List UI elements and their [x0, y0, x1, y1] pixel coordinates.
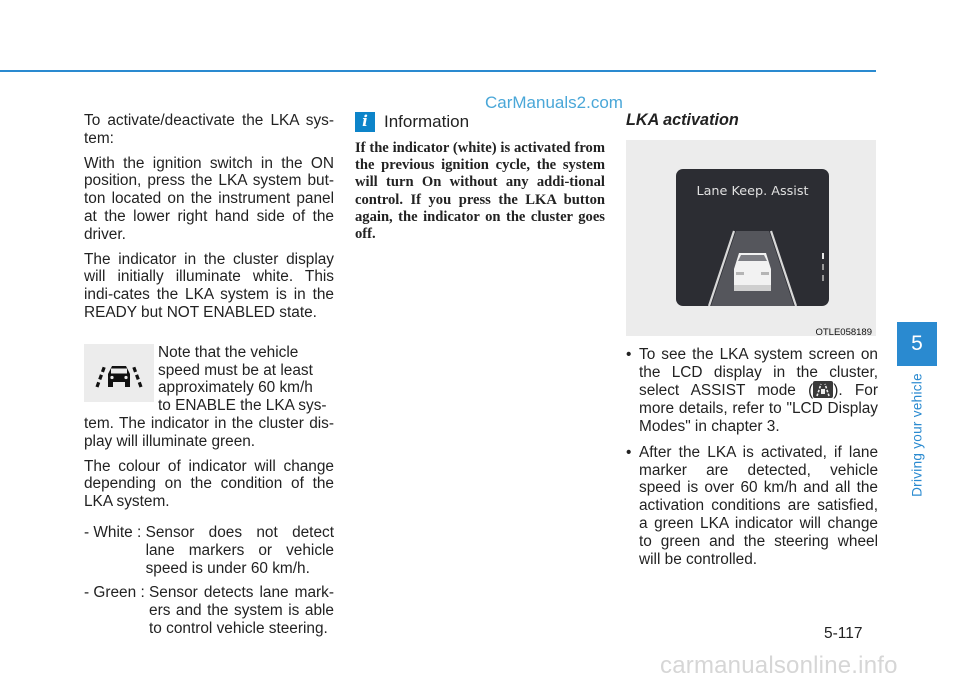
information-title: Information	[384, 112, 470, 132]
information-body: If the indicator (white) is activated from the previous ignition cycle, the system will turn On without any addi-tional control. If you press the LKA button again, the indicator on the cluster goes off.	[355, 140, 605, 243]
assist-instruction-end: ). For more details, refer to "LCD Display Modes" in chapter 3.	[639, 382, 878, 435]
speed-note-line: Note that the vehicle	[158, 343, 299, 361]
indicator-note	[84, 344, 334, 415]
left-column	[84, 112, 334, 645]
green-description: Sensor detects lane mark-ers and the system is able to control vehicle steering.	[149, 584, 334, 637]
list-item	[626, 346, 878, 436]
header-rule	[0, 70, 876, 72]
speed-note-line: to ENABLE the LKA sys-	[158, 397, 327, 415]
speed-note-line: approximately 60 km/h	[158, 379, 313, 397]
page-number: 5-117	[824, 625, 863, 642]
green-term: - Green :	[84, 584, 150, 602]
speed-note-continued: tem. The indicator in the cluster dis-play will illuminate green.	[84, 414, 334, 450]
information-header	[355, 112, 605, 132]
lcd-display	[676, 169, 829, 306]
activation-steps	[626, 346, 878, 569]
white-term: - White :	[84, 523, 146, 541]
chapter-title: Driving your vehicle	[909, 373, 925, 497]
lane-road-illustration	[676, 169, 829, 306]
watermark-bottom[interactable]: carmanualsonline.info	[660, 652, 898, 679]
green-definition	[84, 584, 334, 637]
list-item: • After the LKA is activated, if lane marker are detected, vehicle speed is over 60 km/h and all the activation conditions are satisfied, a green LKA indicator will change to green and the steering wheel will be controlled.	[626, 444, 878, 569]
right-column	[626, 112, 878, 576]
assist-instruction: To see the LKA system screen on the LCD display in the cluster, select ASSIST mode (	[639, 345, 878, 400]
indicator-colour-intro: The colour of indicator will change depending on the condition of the LKA system.	[84, 457, 334, 511]
ignition-instruction: With the ignition switch in the ON position, press the LKA system but-ton located on the instrument panel at the lower right hand side of the driver.	[84, 154, 334, 243]
lcd-label: Lane Keep. Assist	[696, 183, 809, 199]
speed-note-line: speed must be at least	[158, 361, 313, 379]
lcd-figure	[626, 140, 876, 336]
figure-code: OTLE058189	[815, 326, 872, 338]
section-title: LKA activation	[626, 111, 739, 129]
chapter-tab: 5	[897, 322, 937, 366]
lane-keep-car-icon	[84, 344, 154, 402]
speed-note	[158, 344, 334, 415]
info-icon: i	[355, 112, 375, 132]
watermark-top[interactable]: CarManuals2.com	[485, 93, 623, 112]
indicator-white-description: The indicator in the cluster display will initially illuminate white. This indi-cates the LKA system is in the READY but NOT ENABLED state.	[84, 250, 334, 321]
activation-intro: To activate/deactivate the LKA sys-tem:	[84, 112, 334, 147]
white-description: Sensor does not detect lane markers or vehicle speed is under 60 km/h.	[145, 523, 334, 577]
assist-mode-icon	[813, 381, 833, 398]
information-box	[355, 112, 605, 250]
white-definition	[84, 524, 334, 577]
